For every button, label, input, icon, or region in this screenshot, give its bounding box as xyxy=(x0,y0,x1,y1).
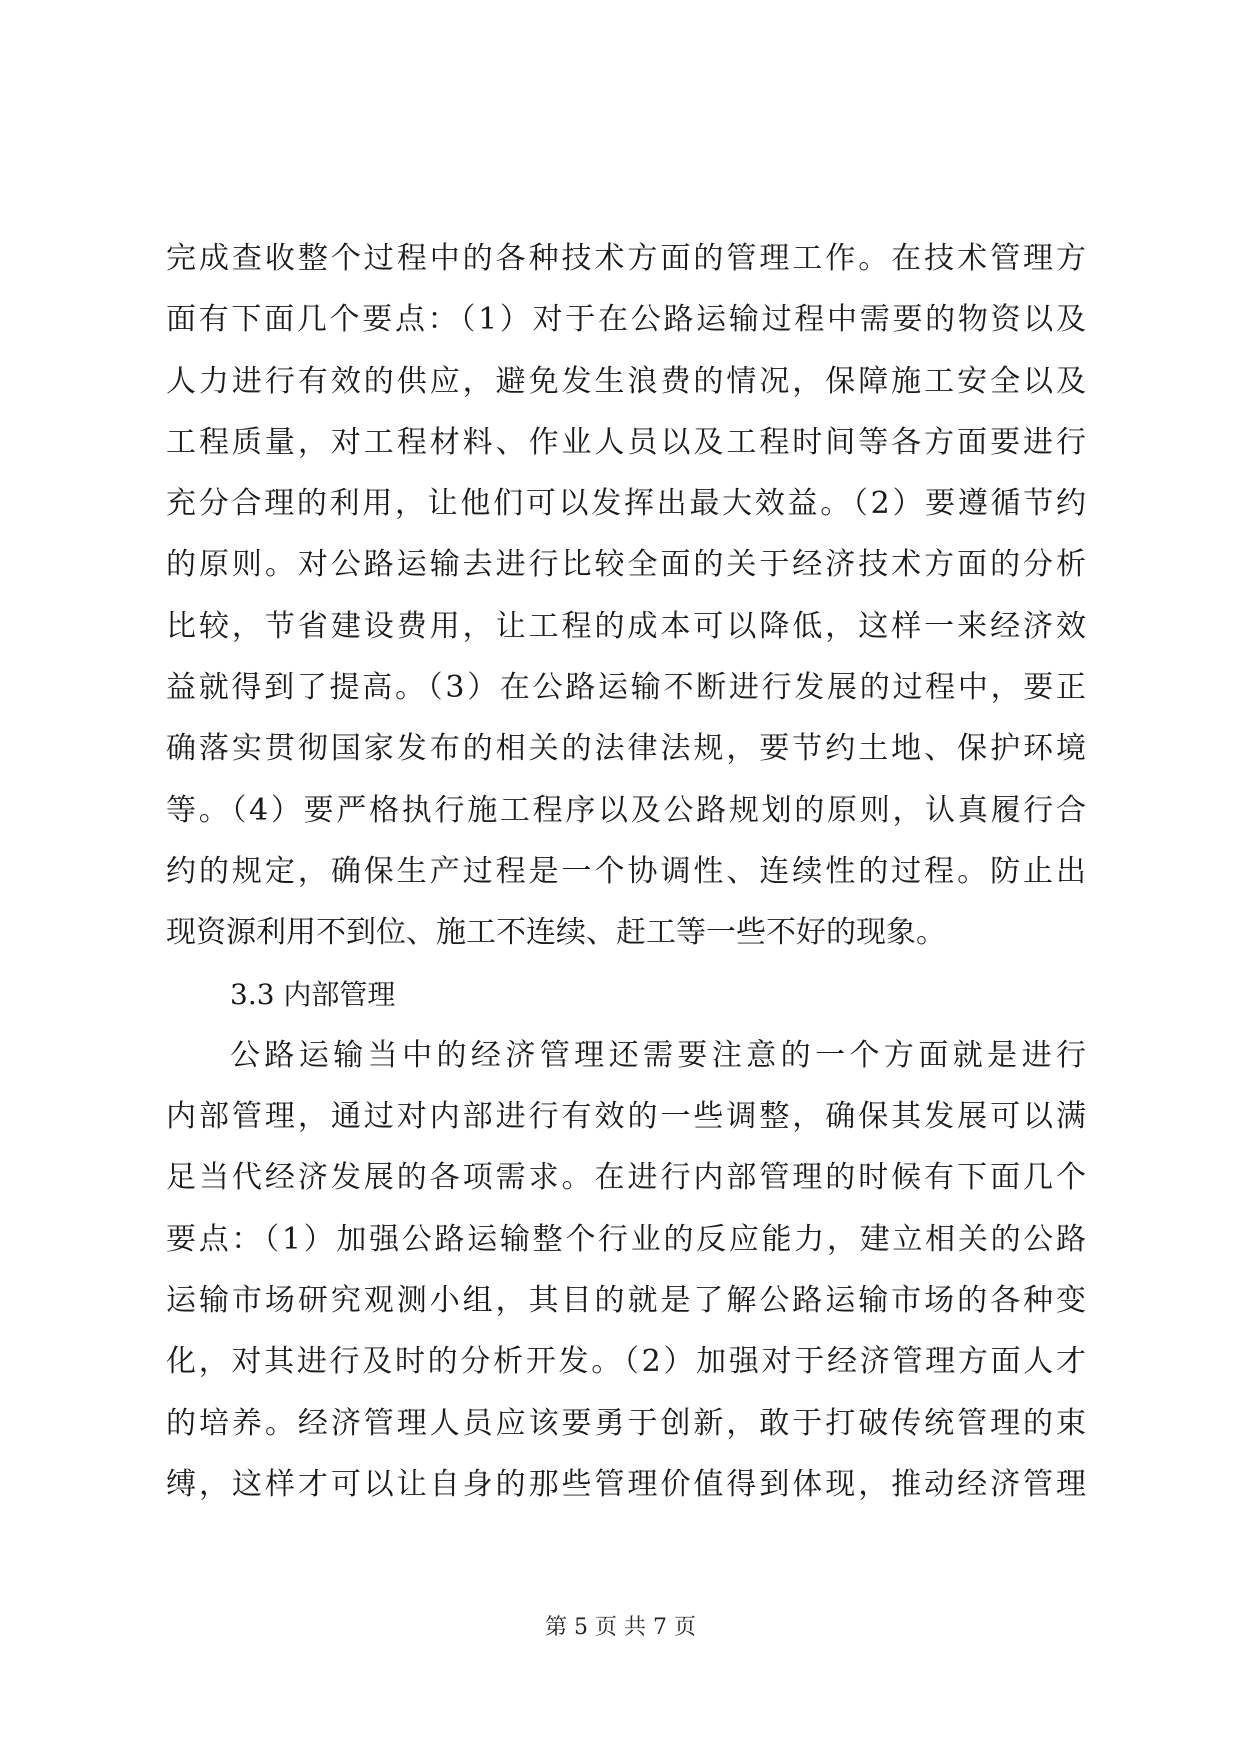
page-indicator: 第 5 页 共 7 页 xyxy=(545,1615,696,1640)
paragraph-line: 完成查收整个过程中的各种技术方面的管理工作。在技术管理方 xyxy=(166,241,1086,276)
paragraph-line: 要点：（1）加强公路运输整个行业的反应能力，建立相关的公路 xyxy=(166,1221,1086,1257)
paragraph-line: 充分合理的利用，让他们可以发挥出最大效益。（2）要遵循节约 xyxy=(166,486,1086,522)
paragraph-line: 约的规定，确保生产过程是一个协调性、连续性的过程。防止出 xyxy=(166,853,1086,889)
section-heading: 3.3 内部管理 xyxy=(230,977,396,1011)
paragraph-line: 公路运输当中的经济管理还需要注意的一个方面就是进行 xyxy=(230,1037,1086,1073)
paragraph-line: 化，对其进行及时的分析开发。（2）加强对于经济管理方面人才 xyxy=(166,1344,1086,1380)
paragraph-line: 足当代经济发展的各项需求。在进行内部管理的时候有下面几个 xyxy=(166,1160,1086,1196)
paragraph-line: 运输市场研究观测小组，其目的就是了解公路运输市场的各种变 xyxy=(166,1283,1086,1319)
paragraph-1 xyxy=(166,228,1086,964)
paragraph-line: 面有下面几个要点：（1）对于在公路运输过程中需要的物资以及 xyxy=(166,302,1086,338)
paragraph-line: 比较，节省建设费用，让工程的成本可以降低，这样一来经济效 xyxy=(166,608,1086,644)
paragraph-line: 等。（4）要严格执行施工程序以及公路规划的原则，认真履行合 xyxy=(166,792,1086,828)
body-text xyxy=(166,228,1086,1515)
paragraph-line: 内部管理，通过对内部进行有效的一些调整，确保其发展可以满 xyxy=(166,1099,1086,1135)
paragraph-2 xyxy=(166,1025,1086,1515)
paragraph-line: 的培养。经济管理人员应该要勇于创新，敢于打破传统管理的束 xyxy=(166,1405,1086,1441)
paragraph-line: 益就得到了提高。（3）在公路运输不断进行发展的过程中，要正 xyxy=(166,670,1086,706)
page-footer xyxy=(0,1610,1241,1641)
paragraph-line: 工程质量，对工程材料、作业人员以及工程时间等各方面要进行 xyxy=(166,424,1086,460)
paragraph-line: 现资源利用不到位、施工不连续、赶工等一些不好的现象。 xyxy=(166,915,946,951)
paragraph-line: 人力进行有效的供应，避免发生浪费的情况，保障施工安全以及 xyxy=(166,363,1086,399)
paragraph-line: 缚，这样才可以让自身的那些管理价值得到体现，推动经济管理 xyxy=(166,1466,1086,1502)
paragraph-line: 确落实贯彻国家发布的相关的法律法规，要节约土地、保护环境 xyxy=(166,731,1086,767)
paragraph-line: 的原则。对公路运输去进行比较全面的关于经济技术方面的分析 xyxy=(166,547,1086,583)
